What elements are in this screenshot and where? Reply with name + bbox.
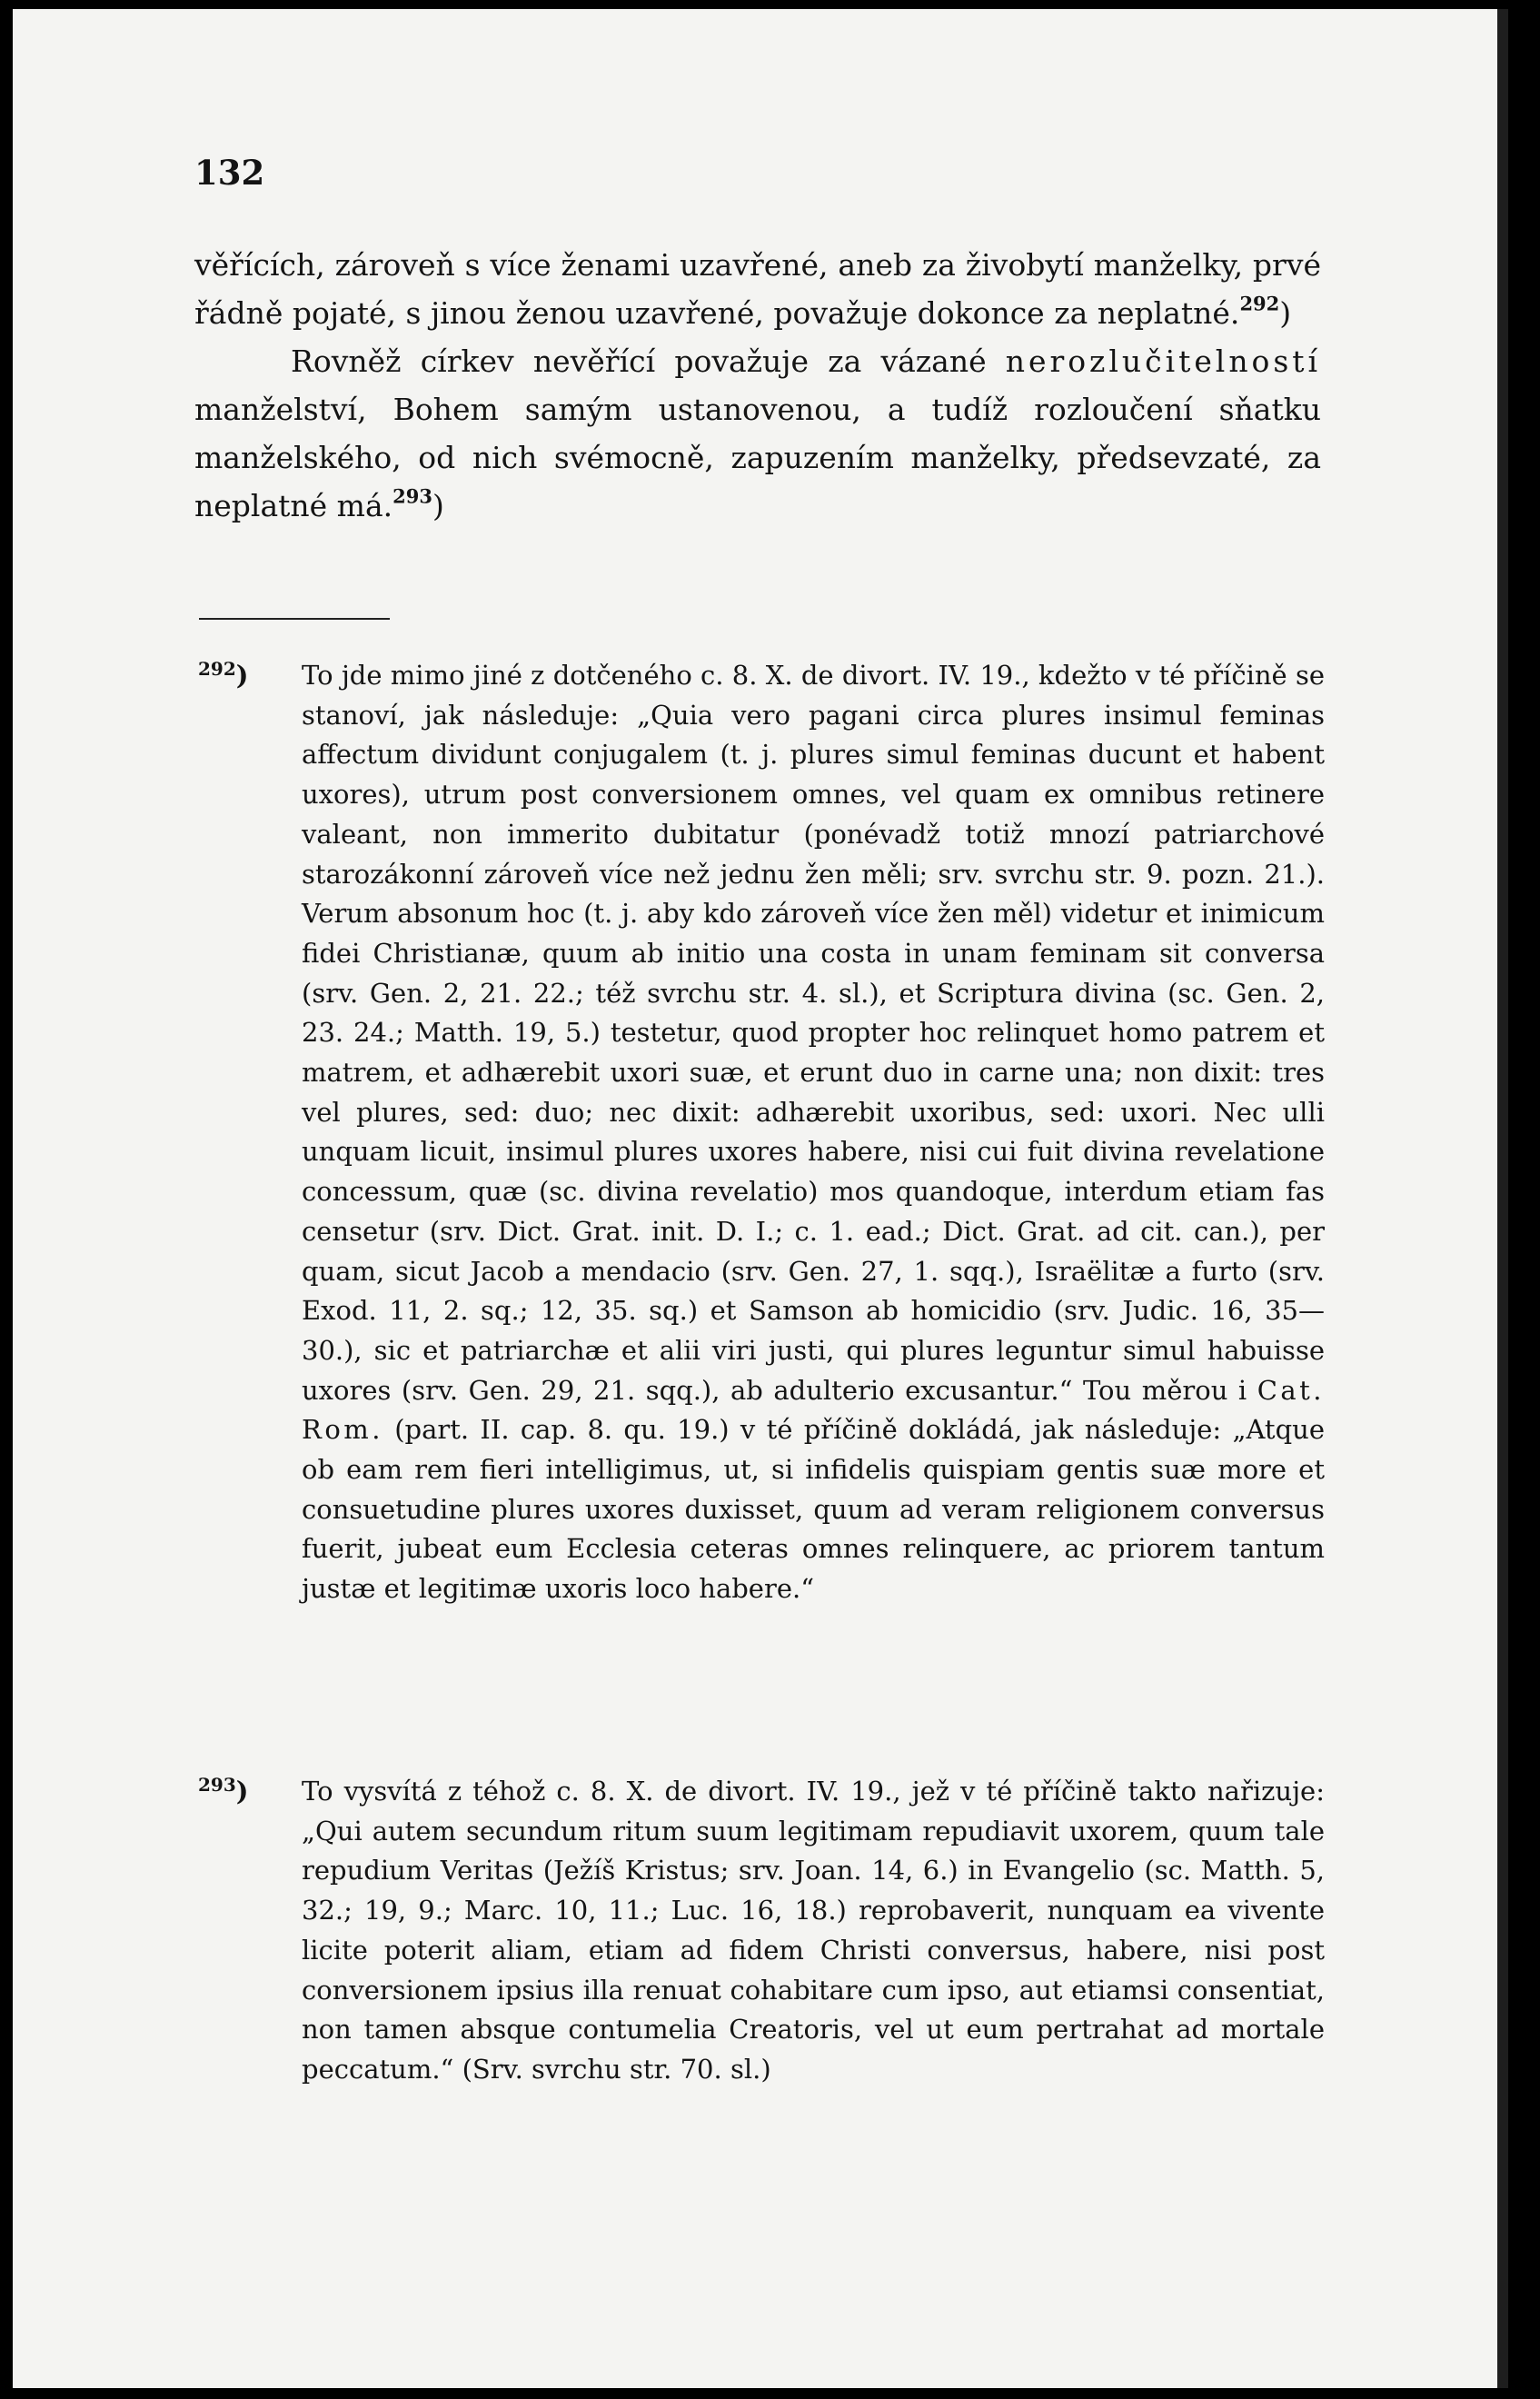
footnote-293 [198, 1772, 1325, 2090]
footnote-ref-close: ) [1279, 295, 1292, 331]
page-number: 132 [194, 153, 265, 193]
footnote-292-number: 292 [198, 658, 236, 680]
footnote-292-spaced: Cat. Rom. [302, 1374, 1325, 1446]
footnote-293-close: ) [235, 1776, 249, 1807]
footnote-292-part2: (part. II. cap. 8. qu. 19.) v té příčině dokládá, jak následuje: „Atque ob eam rem fieri intelligimus, ut, si infidelis quispiam gentis suæ more et consuetudine plures uxores duxisset, quum ad veram religionem conversus fuerit, jubeat eum Ecclesia ceteras omnes relinquere, ac priorem tantum justæ et legitimæ uxoris loco habere.“ [302, 1414, 1325, 1605]
footnote-ref-293: 293 [392, 484, 432, 508]
paragraph-2-spaced-word: nerozlučitelností [1005, 343, 1321, 379]
footnote-292-text [302, 656, 1325, 1609]
paragraph-2-rest: manželství, Bohem samým ustanovenou, a tudíž rozloučení sňatku manželského, od nich svémocně, zapuzením manželky, předsevzaté, za neplatné má. [194, 392, 1321, 523]
footnote-292-part1: To jde mimo jiné z dotčeného c. 8. X. de divort. IV. 19., kdežto v té příčině se stanoví, jak následuje: „Quia vero pagani circa plures insimul feminas affectum dividunt conjugalem (t. j. plures simul feminas ducunt et habent uxores), utrum post conversionem omnes, vel quam ex omnibus retinere valeant, non immerito dubitatur (ponévadž totiž mnozí patriarchové starozákonní zároveň více než jednu žen měli; srv. svrchu str. 9. pozn. 21.). Verum absonum hoc (t. j. aby kdo zároveň více žen měl) videtur et inimicum fidei Christianæ, quum ab initio una costa in unam feminam sit conversa (srv. Gen. 2, 21. 22.; též svrchu str. 4. sl.), et Scriptura divina (sc. Gen. 2, 23. 24.; Matth. 19, 5.) testetur, quod propter hoc relinquet homo patrem et matrem, et adhærebit uxori suæ, et erunt duo in carne una; non dixit: tres vel plures, sed: duo; nec dixit: adhærebit uxoribus, sed: uxori. Nec ulli unquam licuit, insimul plures uxores habere, nisi cui fuit divina revelatione concessum, quæ (sc. divina revelatio) mos quandoque, interdum etiam fas censetur (srv. Dict. Grat. init. D. I.; c. 1. ead.; Dict. Grat. ad cit. can.), per quam, sicut Jacob a mendacio (srv. Gen. 27, 1. sqq.), Israëlitæ a furto (srv. Exod. 11, 2. sq.; 12, 35. sq.) et Samson ab homicidio (srv. Judic. 16, 35—30.), sic et patriarchæ et alii viri justi, qui plures leguntur simul habuisse uxores (srv. Gen. 29, 21. sqq.), ab adulterio excusantur.“ Tou měrou i [302, 660, 1325, 1406]
paragraph-2-start: Rovněž církev nevěřící považuje za vázané [291, 343, 1006, 379]
footnote-292-close: ) [235, 660, 249, 691]
body-text [194, 241, 1321, 530]
paragraph-2 [194, 337, 1321, 530]
footnote-ref-close: ) [432, 488, 444, 523]
paragraph-1 [194, 241, 1321, 337]
footnote-292 [198, 656, 1325, 1609]
footnote-292-marker [198, 656, 248, 696]
scanned-page [13, 9, 1508, 2388]
paragraph-1-text: věřících, zároveň s více ženami uzavřené, aneb za živobytí manželky, prvé řádně pojaté, s jinou ženou uzavřené, považuje dokonce za neplatné. [194, 247, 1321, 331]
footnote-293-number: 293 [198, 1774, 236, 1796]
footnote-293-marker [198, 1772, 248, 1812]
footnote-separator [199, 618, 390, 620]
footnote-293-text: To vysvítá z téhož c. 8. X. de divort. IV. 19., jež v té příčině takto nařizuje: „Qui autem secundum ritum suum legitimam repudiavit uxorem, quum tale repudium Veritas (Ježíš Kristus; srv. Joan. 14, 6.) in Evangelio (sc. Matth. 5, 32.; 19, 9.; Marc. 10, 11.; Luc. 16, 18.) reprobaverit, nunquam ea vivente licite poterit aliam, etiam ad fidem Christi conversus, habere, nisi post conversionem ipsius illa renuat cohabitare cum ipso, aut etiamsi consentiat, non tamen absque contumelia Creatoris, vel ut eum pertrahat ad mortale peccatum.“ (Srv. svrchu str. 70. sl.) [302, 1776, 1325, 2085]
footnote-ref-292: 292 [1239, 292, 1280, 315]
page-edge-shadow [1497, 9, 1508, 2388]
